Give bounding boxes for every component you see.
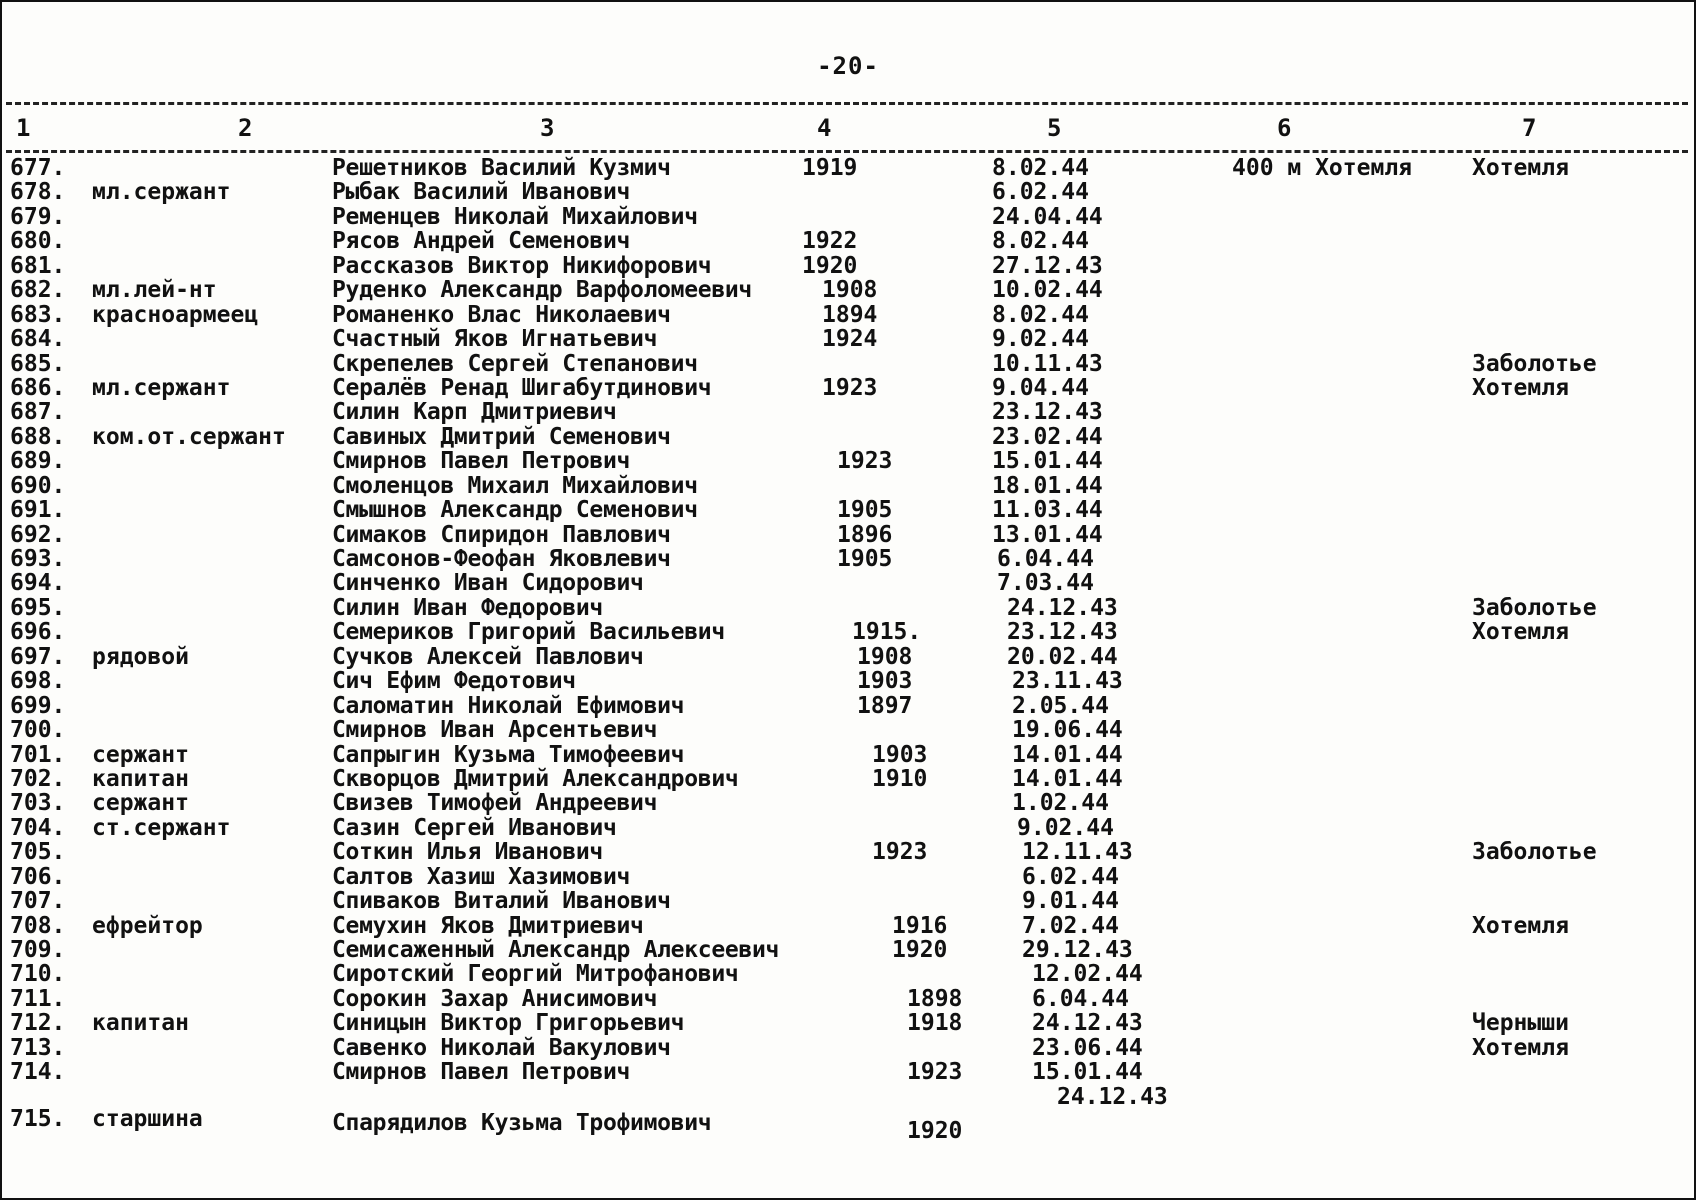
record-row (2, 571, 1694, 595)
record-row (2, 498, 1694, 522)
record-row (2, 352, 1694, 376)
record-date: 23.11.43 (1012, 668, 1123, 695)
record-row (2, 376, 1694, 400)
record-birth-year: 1922 (802, 228, 858, 255)
record-birth-year: 1908 (822, 277, 878, 304)
record-birth-year: 1903 (872, 741, 928, 768)
record-place-col7: Хотемля (1472, 912, 1569, 939)
record-date: 6.04.44 (1032, 985, 1129, 1012)
records-list (2, 156, 1694, 1149)
record-date: 24.04.44 (992, 203, 1103, 230)
record-row (2, 596, 1694, 620)
record-birth-year: 1923 (822, 374, 878, 401)
record-number: 684. (10, 326, 66, 353)
record-rank: мл.сержант (92, 374, 231, 401)
column-header-1: 1 (16, 114, 31, 142)
record-name: Семериков Григорий Васильевич (332, 619, 725, 646)
record-number: 701. (10, 741, 66, 768)
record-rank: капитан (92, 1010, 189, 1037)
record-name: Силин Иван Федорович (332, 594, 603, 621)
record-birth-year: 1896 (837, 521, 893, 548)
record-rank: ком.от.сержант (92, 423, 286, 450)
record-number: 714. (10, 1059, 66, 1086)
record-rank: рядовой (92, 643, 189, 670)
record-row (2, 449, 1694, 473)
column-header-3: 3 (540, 114, 555, 142)
record-number: 699. (10, 692, 66, 719)
record-name: Синицын Виктор Григорьевич (332, 1010, 685, 1037)
record-row (2, 327, 1694, 351)
record-number: 677. (10, 155, 66, 181)
record-place-col7: Заболотье (1472, 594, 1597, 621)
record-date: 10.02.44 (992, 277, 1103, 304)
record-rank: сержант (92, 790, 189, 817)
record-row (2, 229, 1694, 253)
record-rank: мл.сержант (92, 179, 231, 206)
record-name: Рассказов Виктор Никифорович (332, 252, 712, 279)
record-row (2, 791, 1694, 815)
record-date: 8.02.44 (992, 228, 1089, 255)
record-name: Рясов Андрей Семенович (332, 228, 631, 255)
record-date: 19.06.44 (1012, 717, 1123, 744)
record-rank: красноармеец (92, 301, 259, 328)
record-birth-year: 1918 (907, 1010, 963, 1037)
record-place-col7: Хотемля (1472, 155, 1569, 181)
record-birth-year: 1919 (802, 155, 858, 181)
record-name: Скворцов Дмитрий Александрович (332, 765, 739, 792)
record-name: Смирнов Павел Петрович (332, 1059, 631, 1086)
record-place-col6: 400 м Хотемля (1232, 155, 1413, 181)
record-rank: ст.сержант (92, 814, 231, 841)
record-row (2, 547, 1694, 571)
record-name: Спарядилов Кузьма Трофимович (332, 1109, 712, 1136)
header-dashed-rule (6, 150, 1688, 153)
column-header-6: 6 (1277, 114, 1292, 142)
record-birth-year: 1905 (837, 546, 893, 572)
record-date: 24.12.43 (1057, 1083, 1168, 1110)
record-date: 7.03.44 (997, 570, 1094, 597)
page-number: -20- (817, 52, 879, 80)
record-row (2, 743, 1694, 767)
record-number: 691. (10, 497, 66, 524)
record-number: 678. (10, 179, 66, 206)
record-name: Смирнов Павел Петрович (332, 448, 631, 475)
record-number: 687. (10, 399, 66, 426)
record-number: 692. (10, 521, 66, 548)
record-number: 715. (10, 1105, 66, 1132)
record-number: 702. (10, 765, 66, 792)
record-date: 24.12.43 (1007, 594, 1118, 621)
record-number: 696. (10, 619, 66, 646)
record-row (2, 620, 1694, 644)
record-number: 693. (10, 546, 66, 572)
record-row (2, 694, 1694, 718)
record-row (2, 914, 1694, 938)
record-number: 706. (10, 863, 66, 890)
record-date: 14.01.44 (1012, 741, 1123, 768)
record-name: Семисаженный Александр Алексеевич (332, 937, 780, 963)
record-name: Романенко Влас Николаевич (332, 301, 671, 328)
record-date: 23.06.44 (1032, 1034, 1143, 1061)
column-header-7: 7 (1522, 114, 1537, 142)
record-row (2, 474, 1694, 498)
column-header-4: 4 (817, 114, 832, 142)
record-date: 8.02.44 (992, 155, 1089, 181)
record-row (2, 425, 1694, 449)
record-row (2, 1085, 1694, 1149)
record-birth-year: 1908 (857, 643, 913, 670)
record-rank: старшина (92, 1105, 203, 1132)
record-name: Силин Карп Дмитриевич (332, 399, 617, 426)
record-date: 6.04.44 (997, 546, 1094, 572)
record-name: Спиваков Виталий Иванович (332, 888, 671, 915)
record-date: 20.02.44 (1007, 643, 1118, 670)
record-name: Синченко Иван Сидорович (332, 570, 644, 597)
record-name: Ременцев Николай Михайлович (332, 203, 698, 230)
record-birth-year: 1903 (857, 668, 913, 695)
record-date: 9.02.44 (992, 326, 1089, 353)
record-date: 9.01.44 (1022, 888, 1119, 915)
record-date: 12.11.43 (1022, 839, 1133, 866)
record-number: 704. (10, 814, 66, 841)
record-row (2, 1036, 1694, 1060)
record-name: Рыбак Василий Иванович (332, 179, 631, 206)
record-row (2, 962, 1694, 986)
record-place-col7: Черныши (1472, 1010, 1569, 1037)
record-name: Руденко Александр Варфоломеевич (332, 277, 752, 304)
record-number: 709. (10, 937, 66, 963)
record-row (2, 767, 1694, 791)
record-rank: капитан (92, 765, 189, 792)
record-number: 705. (10, 839, 66, 866)
record-row (2, 156, 1694, 180)
record-birth-year: 1923 (907, 1059, 963, 1086)
record-name: Сиротский Георгий Митрофанович (332, 961, 739, 988)
record-name: Счастный Яков Игнатьевич (332, 326, 658, 353)
record-number: 688. (10, 423, 66, 450)
record-row (2, 523, 1694, 547)
record-row (2, 1011, 1694, 1035)
record-row (2, 254, 1694, 278)
record-birth-year: 1920 (802, 252, 858, 279)
record-row (2, 889, 1694, 913)
record-date: 10.11.43 (992, 350, 1103, 377)
column-header-5: 5 (1047, 114, 1062, 142)
record-row (2, 180, 1694, 204)
record-birth-year: 1905 (837, 497, 893, 524)
top-dashed-rule (6, 102, 1688, 105)
record-name: Сапрыгин Кузьма Тимофеевич (332, 741, 685, 768)
record-number: 694. (10, 570, 66, 597)
record-date: 11.03.44 (992, 497, 1103, 524)
record-name: Соткин Илья Иванович (332, 839, 603, 866)
column-header-2: 2 (238, 114, 253, 142)
record-date: 23.12.43 (992, 399, 1103, 426)
record-name: Сазин Сергей Иванович (332, 814, 617, 841)
record-date: 6.02.44 (1022, 863, 1119, 890)
record-date: 15.01.44 (992, 448, 1103, 475)
record-date: 23.02.44 (992, 423, 1103, 450)
record-number: 710. (10, 961, 66, 988)
record-date: 6.02.44 (992, 179, 1089, 206)
record-birth-year: 1916 (892, 912, 948, 939)
record-row (2, 938, 1694, 962)
record-name: Смоленцов Михаил Михайлович (332, 472, 698, 499)
record-row (2, 718, 1694, 742)
record-number: 697. (10, 643, 66, 670)
record-number: 707. (10, 888, 66, 915)
record-number: 695. (10, 594, 66, 621)
record-number: 713. (10, 1034, 66, 1061)
record-name: Сералёв Ренад Шигабутдинович (332, 374, 712, 401)
record-row (2, 987, 1694, 1011)
record-number: 683. (10, 301, 66, 328)
record-rank: ефрейтор (92, 912, 203, 939)
record-name: Скрепелев Сергей Степанович (332, 350, 698, 377)
record-number: 689. (10, 448, 66, 475)
record-name: Самсонов-Феофан Яковлевич (332, 546, 671, 572)
record-row (2, 205, 1694, 229)
record-date: 8.02.44 (992, 301, 1089, 328)
record-date: 7.02.44 (1022, 912, 1119, 939)
record-number: 685. (10, 350, 66, 377)
record-row (2, 669, 1694, 693)
record-date: 12.02.44 (1032, 961, 1143, 988)
record-number: 708. (10, 912, 66, 939)
record-name: Симаков Спиридон Павлович (332, 521, 671, 548)
record-date: 13.01.44 (992, 521, 1103, 548)
record-place-col7: Хотемля (1472, 374, 1569, 401)
record-number: 703. (10, 790, 66, 817)
record-name: Сорокин Захар Анисимович (332, 985, 658, 1012)
record-date: 9.04.44 (992, 374, 1089, 401)
record-row (2, 816, 1694, 840)
record-date: 2.05.44 (1012, 692, 1109, 719)
record-place-col7: Хотемля (1472, 1034, 1569, 1061)
record-number: 712. (10, 1010, 66, 1037)
record-name: Савиных Дмитрий Семенович (332, 423, 671, 450)
record-date: 1.02.44 (1012, 790, 1109, 817)
record-date: 23.12.43 (1007, 619, 1118, 646)
record-name: Семухин Яков Дмитриевич (332, 912, 644, 939)
record-number: 700. (10, 717, 66, 744)
record-name: Сич Ефим Федотович (332, 668, 576, 695)
record-birth-year: 1910 (872, 765, 928, 792)
record-row (2, 278, 1694, 302)
record-number: 681. (10, 252, 66, 279)
record-birth-year: 1915. (852, 619, 922, 646)
record-date: 18.01.44 (992, 472, 1103, 499)
record-birth-year: 1924 (822, 326, 878, 353)
record-number: 680. (10, 228, 66, 255)
record-name: Сучков Алексей Павлович (332, 643, 644, 670)
record-birth-year: 1898 (907, 985, 963, 1012)
record-name: Смышнов Александр Семенович (332, 497, 698, 524)
record-rank: сержант (92, 741, 189, 768)
record-date: 29.12.43 (1022, 937, 1133, 963)
record-birth-year: 1920 (907, 1117, 963, 1144)
record-date: 15.01.44 (1032, 1059, 1143, 1086)
record-birth-year: 1897 (857, 692, 913, 719)
record-row (2, 303, 1694, 327)
record-number: 698. (10, 668, 66, 695)
record-number: 690. (10, 472, 66, 499)
record-name: Саломатин Николай Ефимович (332, 692, 685, 719)
record-name: Савенко Николай Вакулович (332, 1034, 671, 1061)
record-date: 14.01.44 (1012, 765, 1123, 792)
record-row (2, 865, 1694, 889)
record-birth-year: 1923 (837, 448, 893, 475)
record-place-col7: Хотемля (1472, 619, 1569, 646)
record-date: 9.02.44 (1017, 814, 1114, 841)
record-row (2, 840, 1694, 864)
record-birth-year: 1920 (892, 937, 948, 963)
record-row (2, 645, 1694, 669)
record-row (2, 400, 1694, 424)
record-number: 679. (10, 203, 66, 230)
record-date: 27.12.43 (992, 252, 1103, 279)
record-place-col7: Заболотье (1472, 350, 1597, 377)
record-birth-year: 1894 (822, 301, 878, 328)
record-name: Смирнов Иван Арсентьевич (332, 717, 658, 744)
record-date: 24.12.43 (1032, 1010, 1143, 1037)
record-number: 686. (10, 374, 66, 401)
record-place-col7: Заболотье (1472, 839, 1597, 866)
column-headers (2, 114, 1694, 148)
record-name: Салтов Хазиш Хазимович (332, 863, 631, 890)
record-name: Решетников Василий Кузмич (332, 155, 671, 181)
record-rank: мл.лей-нт (92, 277, 217, 304)
record-birth-year: 1923 (872, 839, 928, 866)
record-name: Свизев Тимофей Андреевич (332, 790, 658, 817)
record-number: 711. (10, 985, 66, 1012)
record-number: 682. (10, 277, 66, 304)
record-row (2, 1060, 1694, 1084)
